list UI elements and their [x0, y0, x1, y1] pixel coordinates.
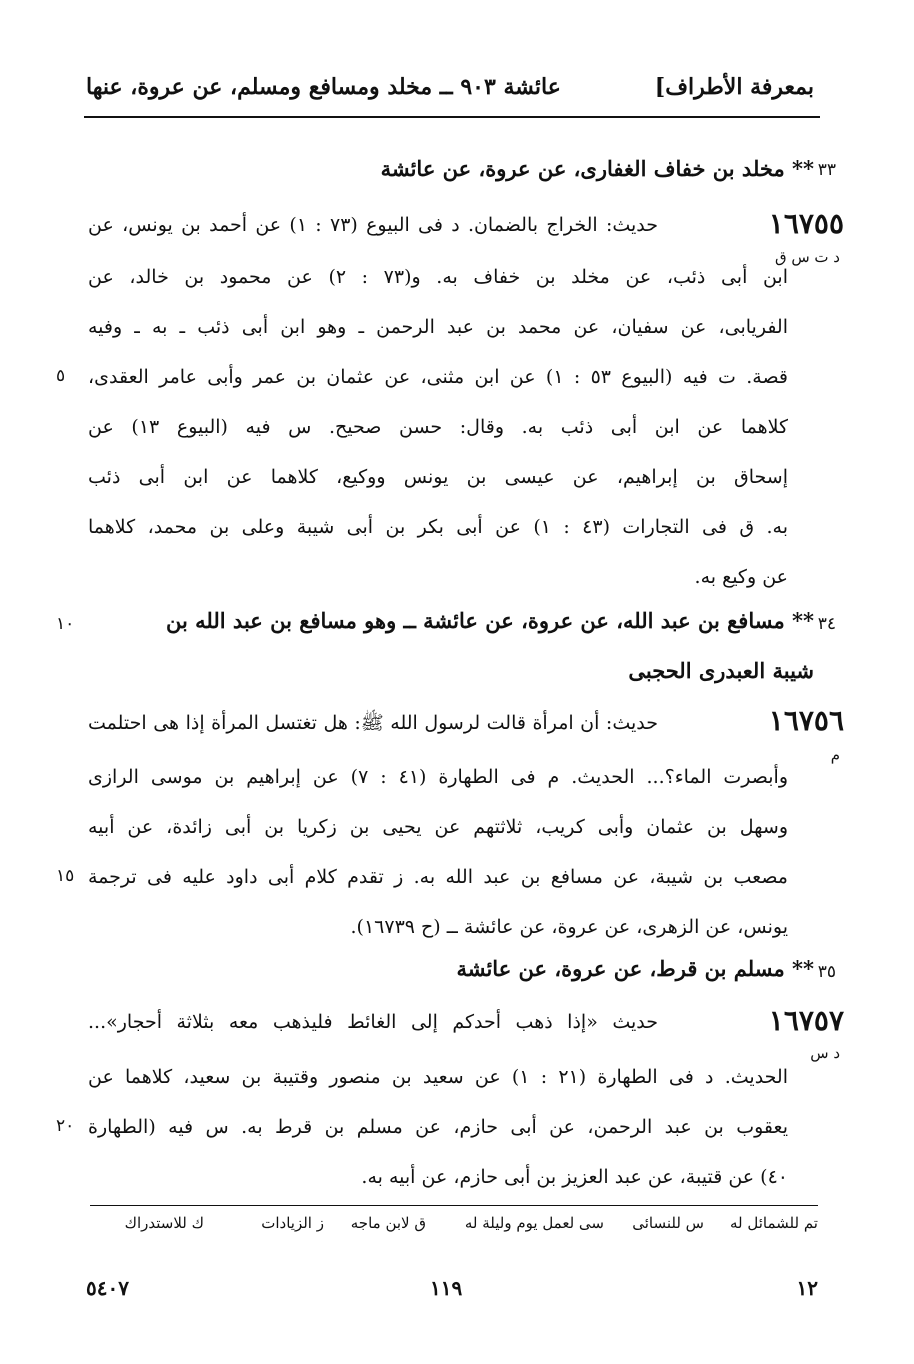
- section-number: ٣٥: [817, 962, 836, 982]
- hadith-line: به. ق فى التجارات (٤٣ : ١) عن أبى بكر بن أبى شيبة وعلى بن محمد، كلاهما: [88, 516, 788, 538]
- hadith-number: ١٦٧٥٦: [768, 704, 844, 737]
- hadith-number: ١٦٧٥٥: [768, 207, 844, 240]
- hadith-number: ١٦٧٥٧: [768, 1004, 844, 1037]
- header-chapter-title: عائشة ٩٠٣ ــ مخلد ومسافع ومسلم، عن عروة، عنها: [86, 74, 561, 100]
- legend-item: ك للاستدراك: [124, 1214, 204, 1232]
- reference-number: ٥٤٠٧: [86, 1276, 129, 1300]
- line-marker: ٢٠: [56, 1116, 75, 1136]
- header-rule: [84, 116, 820, 118]
- legend-item: ز الزيادات: [261, 1214, 324, 1232]
- hadith-line: ٤٠) عن قتيبة، عن عبد العزيز بن أبى حازم، عن أبيه به.: [361, 1166, 788, 1188]
- hadith-line: ابن أبى ذئب، عن مخلد بن خفاف به. و(٧٣ : ٢) عن محمود بن خالد، عن: [88, 266, 788, 288]
- hadith-line: حديث: أن امرأة قالت لرسول الله ﷺ: هل تغتسل المرأة إذا هى احتلمت: [88, 712, 658, 734]
- hadith-line: حديث: الخراج بالضمان. د فى البيوع (٧٣ : ١) عن أحمد بن يونس، عن: [88, 214, 659, 236]
- footnote-rule: [90, 1205, 818, 1206]
- section-heading: ** مسلم بن قرط، عن عروة، عن عائشة: [456, 956, 814, 981]
- legend-item: تم للشمائل له: [729, 1214, 818, 1232]
- section-heading-continued: شيبة العبدرى الحجبى: [628, 658, 814, 683]
- sigla: د س: [810, 1044, 840, 1062]
- hadith-line: كلاهما عن ابن أبى ذئب به. وقال: حسن صحيح. س فيه (البيوع ١٣) عن: [88, 416, 788, 438]
- hadith-line: عن وكيع به.: [694, 566, 788, 588]
- hadith-line: قصة. ت فيه (البيوع ٥٣ : ١) عن ابن مثنى، عن عثمان بن عمر وأبى عامر العقدى،: [88, 366, 788, 388]
- legend-item: س للنسائى: [632, 1214, 704, 1232]
- hadith-line: الحديث. د فى الطهارة (٢١ : ١) عن سعيد بن منصور وقتيبة بن سعيد، كلاهما عن: [88, 1066, 788, 1088]
- line-marker: ١٥: [56, 866, 75, 886]
- section-number: ٣٤: [817, 614, 836, 634]
- section-heading: ** مخلد بن خفاف الغفارى، عن عروة، عن عائشة: [380, 156, 814, 181]
- line-marker: ١٠: [56, 614, 75, 634]
- hadith-line: يعقوب بن عبد الرحمن، عن أبى حازم، عن مسلم بن قرط به. س فيه (الطهارة: [88, 1116, 788, 1138]
- hadith-line: وسهل بن عثمان وأبى كريب، ثلاثتهم عن يحيى بن زكريا بن أبى زائدة، عن أبيه: [88, 816, 788, 838]
- page-number: ١١٩: [430, 1276, 463, 1300]
- hadith-line: إسحاق بن إبراهيم، عن عيسى بن يونس ووكيع، كلاهما عن ابن أبى ذئب: [88, 466, 788, 488]
- hadith-line: وأبصرت الماء؟... الحديث. م فى الطهارة (٤١ : ٧) عن إبراهيم بن موسى الرازى: [88, 766, 788, 788]
- line-marker: ٥: [56, 366, 66, 386]
- section-heading: ** مسافع بن عبد الله، عن عروة، عن عائشة ــ وهو مسافع بن عبد الله بن: [166, 608, 814, 633]
- hadith-line: يونس، عن الزهرى، عن عروة، عن عائشة ــ (ح ١٦٧٣٩).: [350, 916, 788, 938]
- section-number: ٣٣: [817, 160, 836, 180]
- sigla: م: [830, 746, 840, 764]
- sigla: د ت س ق: [774, 248, 840, 266]
- volume-number: ١٢: [796, 1276, 818, 1300]
- legend-item: ق لابن ماجه: [350, 1214, 426, 1232]
- header-book-title: بمعرفة الأطراف]: [654, 74, 814, 100]
- legend-item: سى لعمل يوم وليلة له: [464, 1214, 604, 1232]
- hadith-line: مصعب بن شيبة، عن مسافع بن عبد الله به. ز تقدم كلام أبى داود عليه فى ترجمة: [88, 866, 788, 888]
- hadith-line: حديث «إذا ذهب أحدكم إلى الغائط فليذهب معه بثلاثة أحجار»...: [88, 1011, 658, 1033]
- hadith-line: الفريابى، عن سفيان، عن محمد بن عبد الرحمن ـ وهو ابن أبى ذئب ـ به ـ وفيه: [88, 316, 788, 338]
